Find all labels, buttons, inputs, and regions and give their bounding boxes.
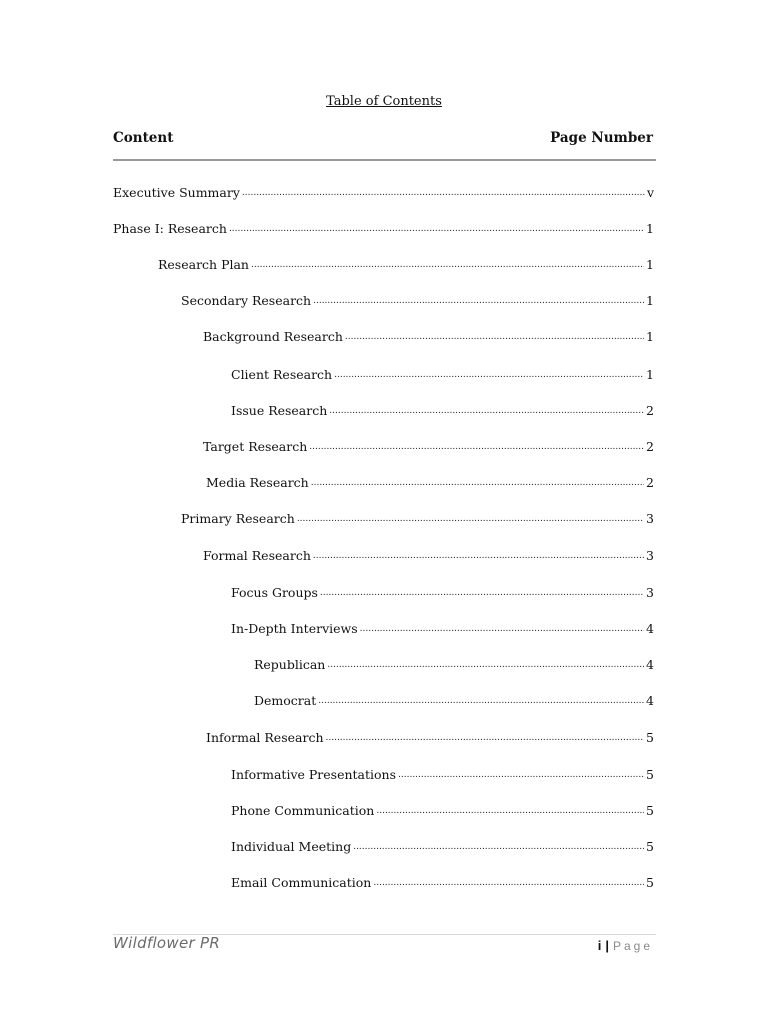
toc-entry-page: 3	[646, 548, 654, 563]
footer-page-word: Page	[612, 939, 653, 953]
toc-entry[interactable]	[206, 729, 654, 747]
toc-entry-label: Democrat	[254, 693, 317, 708]
toc-entry-label: Republican	[254, 657, 326, 672]
toc-entry-label: Individual Meeting	[231, 839, 352, 854]
toc-entry-page: 5	[646, 767, 654, 782]
toc-entry-label: Informative Presentations	[231, 767, 397, 782]
toc-entry-label: Primary Research	[181, 511, 295, 526]
toc-entry-page: 1	[646, 221, 654, 236]
toc-entry-label: Target Research	[203, 439, 308, 454]
toc-entry[interactable]	[203, 328, 654, 346]
footer-page-number: i	[597, 938, 602, 953]
toc-leader-dots	[334, 368, 644, 382]
toc-entry-page: 4	[646, 657, 654, 672]
toc-entry-label: Executive Summary	[113, 185, 240, 200]
toc-entry[interactable]	[113, 220, 654, 238]
toc-leader-dots	[327, 658, 644, 672]
toc-entry[interactable]	[231, 802, 654, 820]
toc-leader-dots	[326, 731, 645, 745]
toc-leader-dots	[373, 876, 644, 890]
toc-leader-dots	[251, 258, 644, 272]
toc-leader-dots	[229, 222, 644, 236]
toc-entry-label: In-Depth Interviews	[231, 621, 358, 636]
toc-entry-page: 5	[646, 875, 654, 890]
toc-leader-dots	[360, 622, 644, 636]
toc-entry-page: v	[646, 185, 654, 200]
header-divider	[113, 159, 656, 161]
toc-entry[interactable]	[231, 584, 654, 602]
toc-entry[interactable]	[254, 692, 654, 710]
toc-leader-dots	[313, 549, 644, 563]
toc-leader-dots	[311, 476, 644, 490]
toc-leader-dots	[376, 804, 644, 818]
toc-entry-label: Secondary Research	[181, 293, 312, 308]
toc-entry-label: Formal Research	[203, 548, 311, 563]
footer-brand: Wildflower PR	[113, 934, 221, 952]
toc-entry-label: Media Research	[206, 475, 309, 490]
toc-entry-label: Background Research	[203, 329, 343, 344]
toc-entry[interactable]	[203, 438, 654, 456]
toc-entry-page: 5	[646, 839, 654, 854]
toc-entry-label: Phase I: Research	[113, 221, 227, 236]
toc-entry[interactable]	[231, 402, 654, 420]
toc-entry-page: 2	[646, 475, 654, 490]
toc-leader-dots	[297, 512, 644, 526]
toc-entry-page: 1	[646, 329, 654, 344]
toc-entry[interactable]	[158, 256, 654, 274]
toc-leader-dots	[398, 768, 644, 782]
toc-entry-label: Email Communication	[231, 875, 372, 890]
toc-entry[interactable]	[113, 184, 654, 202]
toc-entry[interactable]	[181, 510, 654, 528]
toc-entry-page: 3	[646, 511, 654, 526]
toc-entry[interactable]	[203, 547, 654, 565]
toc-entry-page: 4	[646, 693, 654, 708]
toc-entry-page: 5	[646, 803, 654, 818]
toc-entry-page: 2	[646, 403, 654, 418]
toc-entry[interactable]	[231, 620, 654, 638]
toc-leader-dots	[318, 694, 644, 708]
toc-entry-page: 2	[646, 439, 654, 454]
toc-leader-dots	[242, 186, 645, 200]
footer-separator: |	[605, 938, 609, 953]
toc-entry[interactable]	[231, 838, 654, 856]
toc-entry-label: Issue Research	[231, 403, 328, 418]
toc-leader-dots	[313, 294, 644, 308]
toc-entry-label: Phone Communication	[231, 803, 375, 818]
toc-entry-page: 1	[646, 367, 654, 382]
toc-entry-label: Focus Groups	[231, 585, 318, 600]
page-number-column-header: Page Number	[550, 130, 653, 146]
toc-leader-dots	[329, 404, 644, 418]
toc-leader-dots	[353, 840, 644, 854]
toc-leader-dots	[309, 440, 644, 454]
toc-entry-page: 3	[646, 585, 654, 600]
toc-leader-dots	[345, 330, 644, 344]
content-column-header: Content	[113, 130, 174, 146]
toc-entry[interactable]	[231, 766, 654, 784]
toc-entry-label: Informal Research	[206, 730, 324, 745]
toc-entry[interactable]	[231, 366, 654, 384]
toc-entry-page: 5	[646, 730, 654, 745]
toc-entry-page: 1	[646, 293, 654, 308]
footer-page-indicator	[598, 938, 653, 953]
toc-leader-dots	[320, 586, 644, 600]
toc-entry-label: Client Research	[231, 367, 333, 382]
toc-entry-label: Research Plan	[158, 257, 249, 272]
toc-entry[interactable]	[181, 292, 654, 310]
toc-entry-page: 1	[646, 257, 654, 272]
toc-entry-page: 4	[646, 621, 654, 636]
toc-entry[interactable]	[231, 874, 654, 892]
page-title: Table of Contents	[326, 94, 442, 109]
toc-entry[interactable]	[206, 474, 654, 492]
toc-entry[interactable]	[254, 656, 654, 674]
